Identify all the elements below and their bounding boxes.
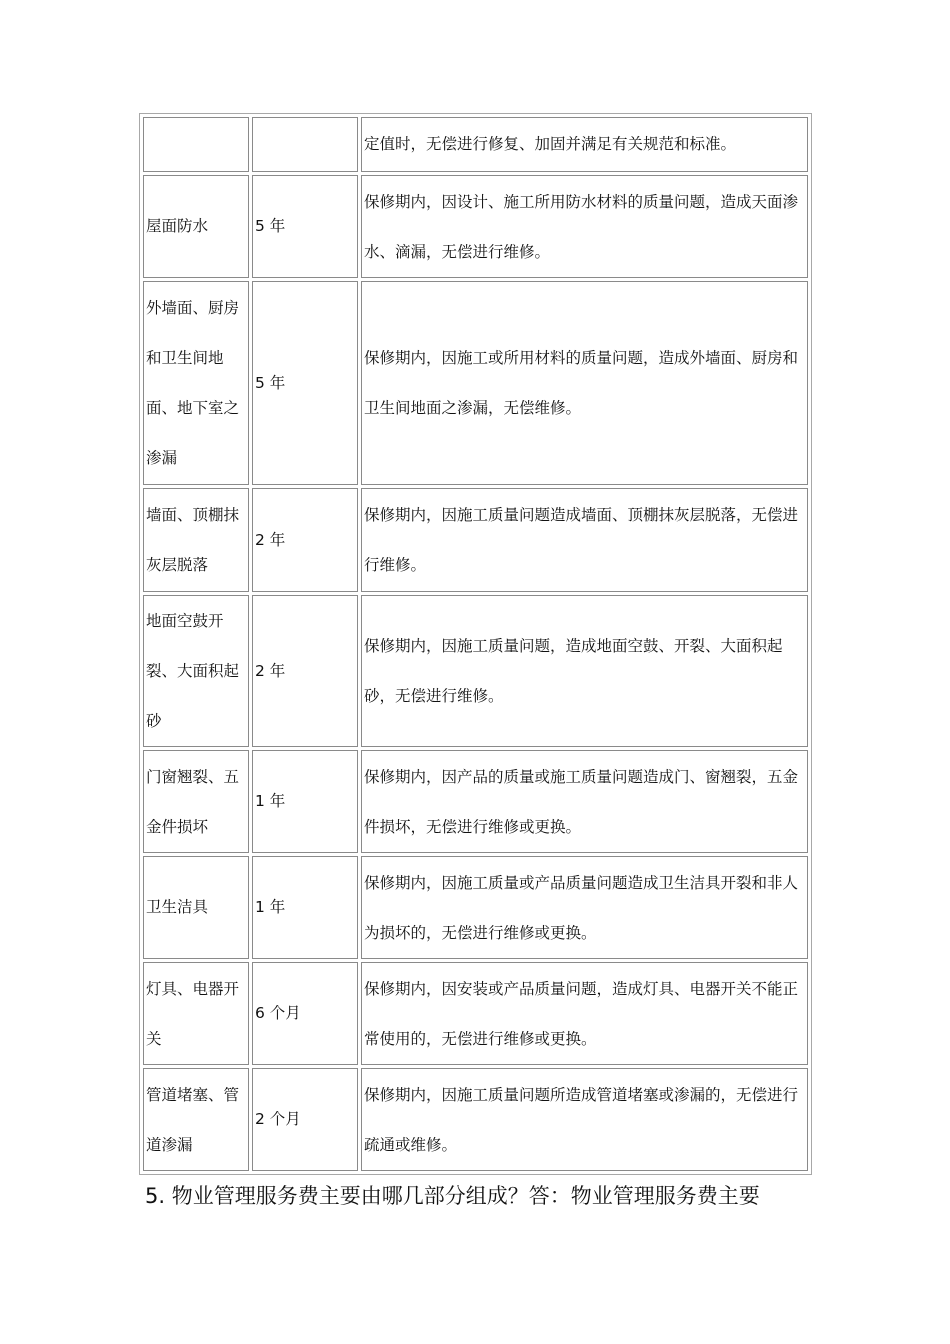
item-cell: 屋面防水 [143,175,249,278]
period-cell: 5 年 [252,281,358,485]
item-cell: 管道堵塞、管道渗漏 [143,1068,249,1171]
description-cell: 保修期内，因施工质量或产品质量问题造成卫生洁具开裂和非人为损坏的，无偿进行维修或更换。 [361,856,808,959]
period-cell: 2 个月 [252,1068,358,1171]
description-cell: 保修期内，因产品的质量或施工质量问题造成门、窗翘裂，五金件损坏，无偿进行维修或更换。 [361,750,808,853]
period-cell: 2 年 [252,488,358,592]
item-cell: 墙面、顶棚抹灰层脱落 [143,488,249,592]
period-cell: 1 年 [252,750,358,853]
item-cell: 灯具、电器开关 [143,962,249,1065]
description-cell: 保修期内，因施工或所用材料的质量问题，造成外墙面、厨房和卫生间地面之渗漏，无偿维修。 [361,281,808,485]
table-row [143,117,808,172]
item-cell: 门窗翘裂、五金件损坏 [143,750,249,853]
question-text: 5. 物业管理服务费主要由哪几部分组成？答：物业管理服务费主要 [145,1184,760,1208]
item-cell [143,117,249,172]
period-cell: 1 年 [252,856,358,959]
period-cell: 2 年 [252,595,358,747]
table-row [143,1068,808,1171]
period-cell: 6 个月 [252,962,358,1065]
period-cell: 5 年 [252,175,358,278]
table-row [143,175,808,278]
table-row [143,595,808,747]
item-cell: 外墙面、厨房和卫生间地面、地下室之渗漏 [143,281,249,485]
description-cell: 保修期内，因施工质量问题所造成管道堵塞或渗漏的，无偿进行疏通或维修。 [361,1068,808,1171]
description-cell: 保修期内，因安装或产品质量问题，造成灯具、电器开关不能正常使用的，无偿进行维修或更换。 [361,962,808,1065]
table-row [143,962,808,1065]
description-cell: 保修期内，因设计、施工所用防水材料的质量问题，造成天面渗水、滴漏，无偿进行维修。 [361,175,808,278]
table-row [143,750,808,853]
warranty-table [139,113,812,1175]
item-cell: 卫生洁具 [143,856,249,959]
period-cell [252,117,358,172]
table-row [143,856,808,959]
table-row [143,488,808,592]
description-cell: 保修期内，因施工质量问题造成墙面、顶棚抹灰层脱落，无偿进行维修。 [361,488,808,592]
item-cell: 地面空鼓开裂、大面积起砂 [143,595,249,747]
description-cell: 保修期内，因施工质量问题，造成地面空鼓、开裂、大面积起砂，无偿进行维修。 [361,595,808,747]
table-row [143,281,808,485]
description-cell: 定值时，无偿进行修复、加固并满足有关规范和标准。 [361,117,808,172]
